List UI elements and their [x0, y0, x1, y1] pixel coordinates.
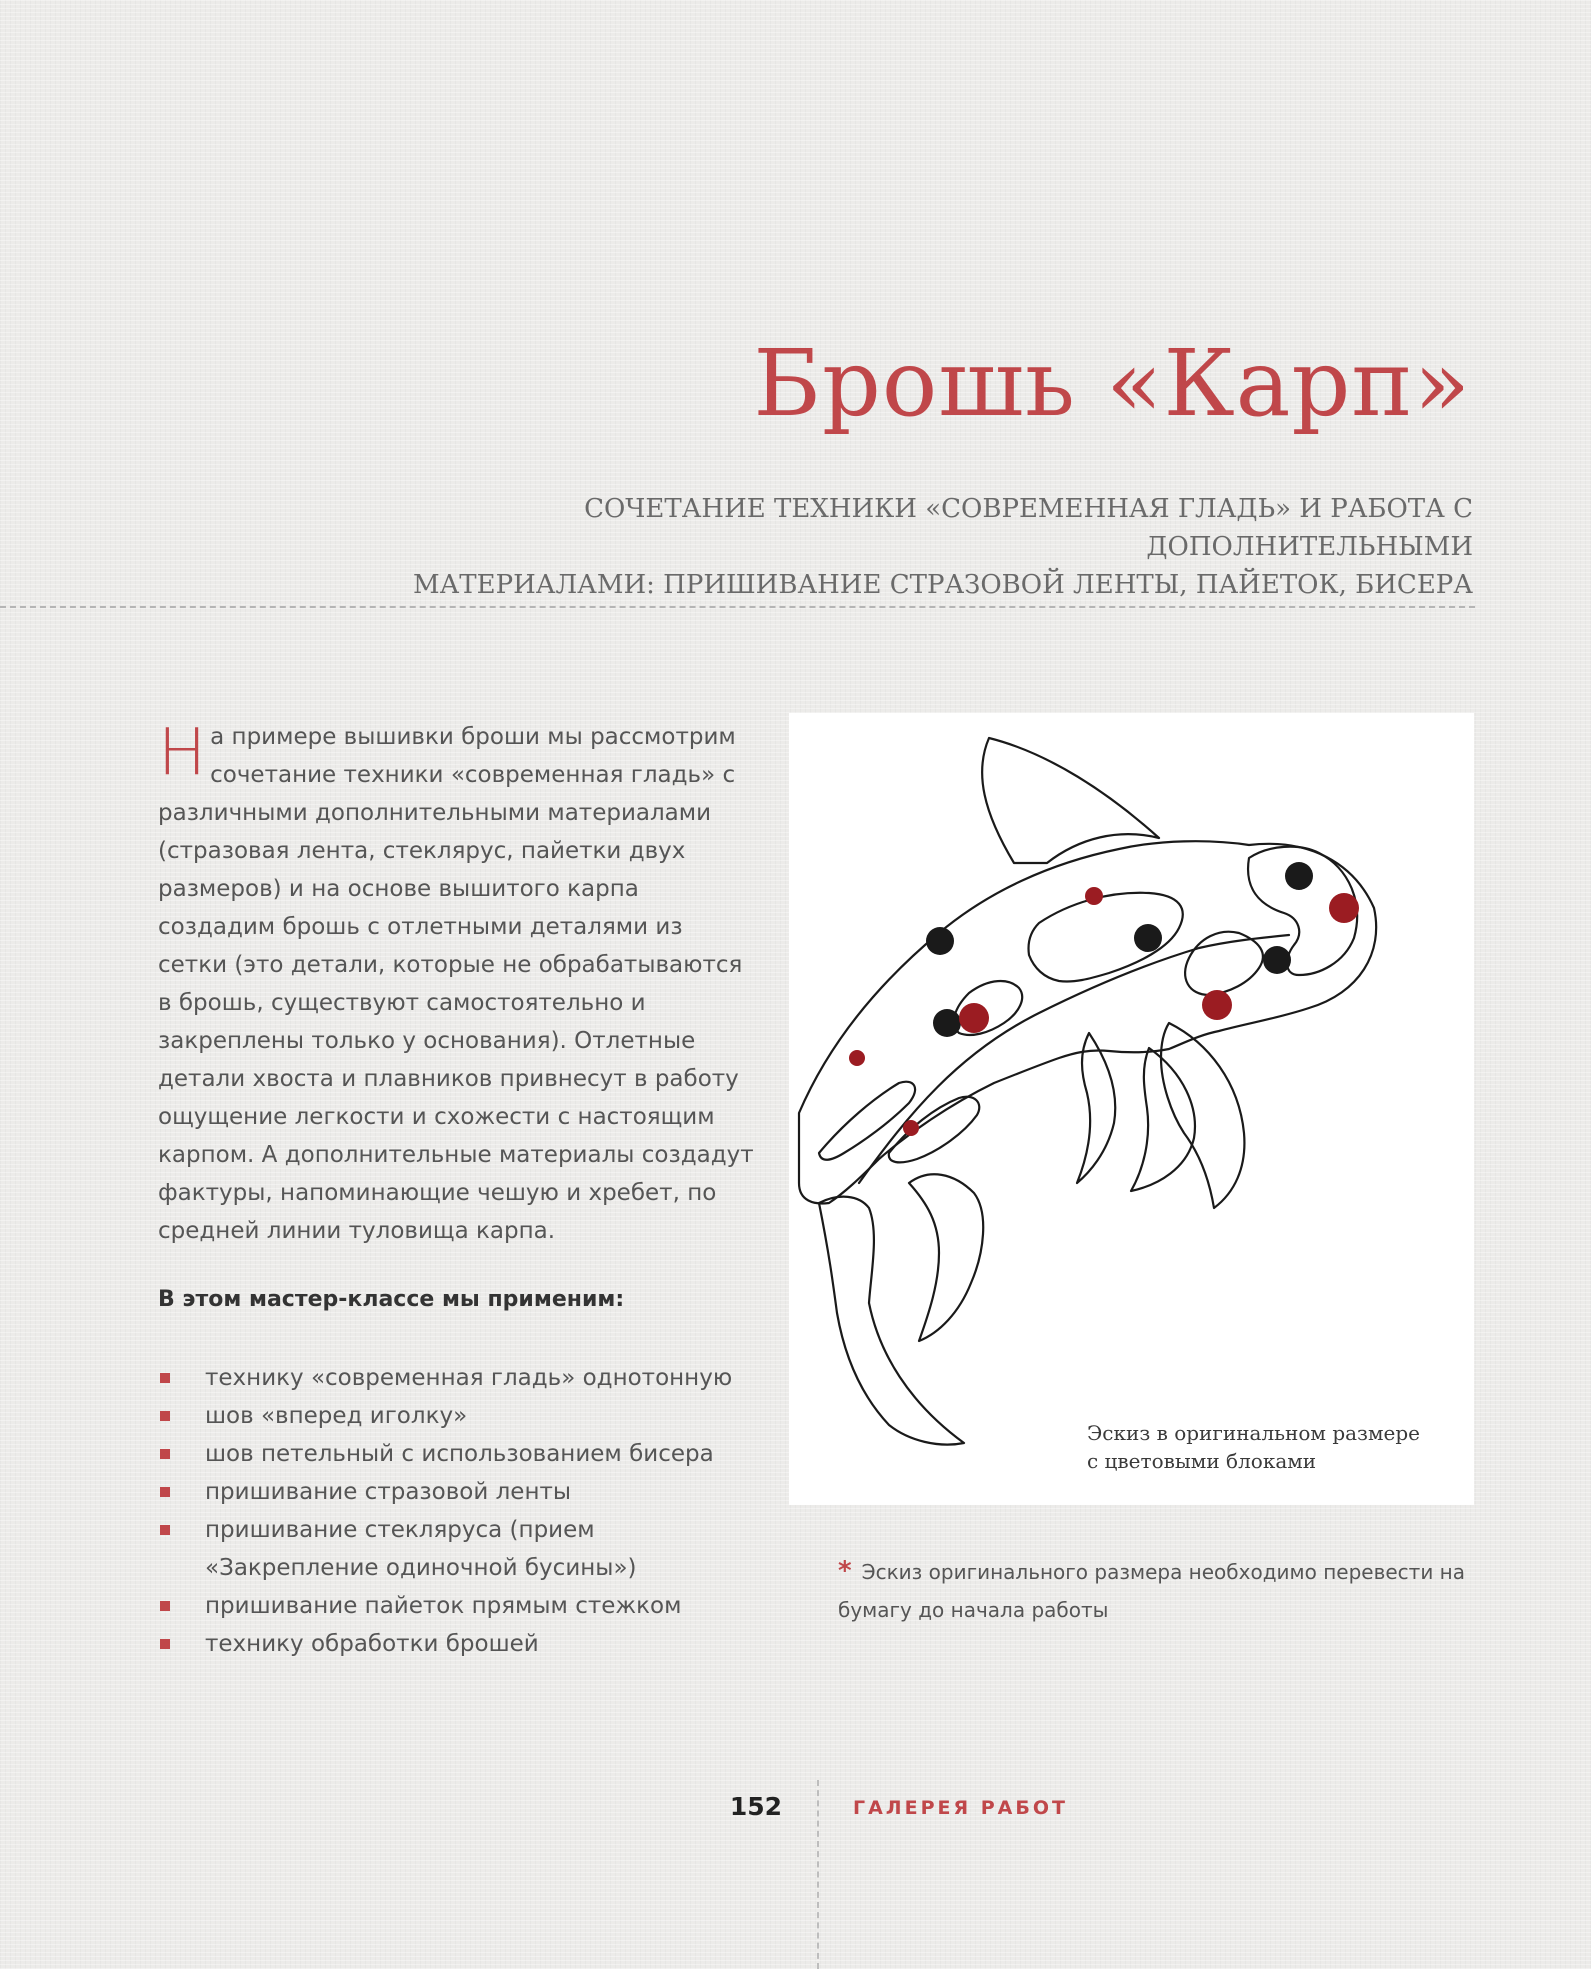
- section-divider: [0, 606, 1475, 608]
- section-name: ГАЛЕРЕЯ РАБОТ: [853, 1797, 1068, 1819]
- black-dot: [926, 927, 954, 955]
- asterisk-icon: *: [838, 1556, 852, 1586]
- page-subtitle: [273, 490, 1473, 604]
- red-dot: [1329, 893, 1359, 923]
- list-item: [158, 1511, 758, 1587]
- red-dot: [849, 1050, 865, 1066]
- black-dot: [933, 1009, 961, 1037]
- list-item: [158, 1625, 758, 1663]
- sketch-caption: [1087, 1419, 1420, 1475]
- page-title: Брошь «Карп»: [753, 330, 1471, 437]
- list-item-text: пришивание стразовой ленты: [205, 1479, 572, 1505]
- red-dot: [959, 1003, 989, 1033]
- techniques-list: [158, 1359, 758, 1663]
- techniques-heading: В этом мастер-классе мы применим:: [158, 1287, 625, 1312]
- red-dot: [903, 1120, 919, 1136]
- footer-divider: [817, 1780, 819, 1969]
- list-item-text: технику «современная гладь» однотонную: [205, 1365, 733, 1391]
- square-bullet-icon: [160, 1487, 170, 1497]
- list-item-text: шов петельный с использованием бисера: [205, 1441, 714, 1467]
- intro-text: а примере вышивки броши мы рассмотрим сочетание техники «современная гладь» с различными дополнительными материалами (стразовая лента, стеклярус, пайетки двух размеров) и на основе вышитого карпа создадим брошь с отлетными деталями из сетки (это детали, которые не обрабатываются в брошь, существуют самостоятельно и закреплены только у основания). Отлетные детали хвоста и плавников привнесут в работу ощущение легкости и схожести с настоящим карпом. А дополнительные материалы создадут фактуры, напоминающие чешую и хребет, по средней линии туловища карпа.: [158, 724, 754, 1244]
- list-item: [158, 1587, 758, 1625]
- red-dot: [1202, 990, 1232, 1020]
- subtitle-line-1: СОЧЕТАНИЕ ТЕХНИКИ «СОВРЕМЕННАЯ ГЛАДЬ» И РАБОТА С ДОПОЛНИТЕЛЬНЫМИ: [584, 494, 1473, 562]
- list-item-text: пришивание пайеток прямым стежком: [205, 1593, 682, 1619]
- intro-paragraph: [158, 718, 758, 1250]
- footnote: [838, 1552, 1478, 1629]
- koi-carp-sketch: [789, 713, 1474, 1505]
- sketch-panel: [789, 713, 1474, 1505]
- list-item: [158, 1435, 758, 1473]
- black-dot: [1134, 924, 1162, 952]
- square-bullet-icon: [160, 1373, 170, 1383]
- list-item: [158, 1473, 758, 1511]
- black-dot: [1263, 946, 1291, 974]
- square-bullet-icon: [160, 1411, 170, 1421]
- list-item-text: шов «вперед иголку»: [205, 1403, 468, 1429]
- list-item-text: пришивание стекляруса (прием «Закрепление одиночной бусины»): [205, 1517, 637, 1581]
- square-bullet-icon: [160, 1639, 170, 1649]
- drop-cap: Н: [158, 716, 207, 790]
- page-footer: [0, 1780, 1591, 1969]
- black-dot: [1285, 862, 1313, 890]
- footnote-text: Эскиз оригинального размера необходимо перевести на бумагу до начала работы: [838, 1560, 1466, 1622]
- square-bullet-icon: [160, 1449, 170, 1459]
- list-item-text: технику обработки брошей: [205, 1631, 539, 1657]
- caption-line-1: Эскиз в оригинальном размере: [1087, 1421, 1420, 1445]
- list-item: [158, 1359, 758, 1397]
- subtitle-line-2: МАТЕРИАЛАМИ: ПРИШИВАНИЕ СТРАЗОВОЙ ЛЕНТЫ, ПАЙЕТОК, БИСЕРА: [412, 570, 1473, 600]
- list-item: [158, 1397, 758, 1435]
- square-bullet-icon: [160, 1601, 170, 1611]
- square-bullet-icon: [160, 1525, 170, 1535]
- page-number: 152: [729, 1792, 782, 1821]
- caption-line-2: с цветовыми блоками: [1087, 1449, 1317, 1473]
- red-dot: [1085, 887, 1103, 905]
